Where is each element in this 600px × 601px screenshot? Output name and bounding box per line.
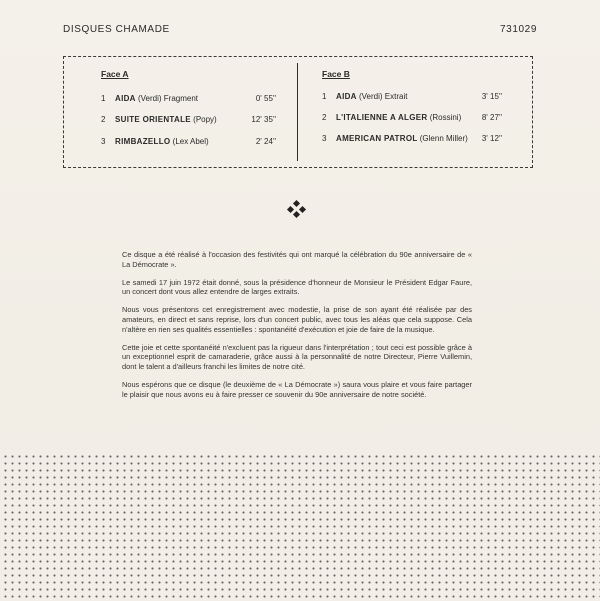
catalog-number: 731029: [500, 24, 537, 35]
side-a-title: Face A: [101, 69, 129, 79]
column-divider: [297, 63, 298, 161]
track-duration: 8' 27'': [481, 113, 502, 122]
track-duration: 3' 15'': [481, 92, 502, 101]
track-duration: 0' 55'': [255, 94, 276, 103]
track-number: 2: [322, 113, 327, 122]
track-duration: 2' 24'': [255, 137, 276, 146]
label-brand: DISQUES CHAMADE: [63, 24, 170, 35]
track-detail: (Verdi) Extrait: [359, 92, 408, 101]
liner-paragraph: Nous vous présentons cet enregistrement avec modestie, la prise de son ayant été réalisée par des amateurs, en direct et sans reprise, lors d'un concert public, avec tous les aléas que cela suppose. Cela n'altère en rien ses qualités essentielles : spontanéité d'exécution et joie de faire de la musique.: [122, 305, 472, 334]
side-b-title: Face B: [322, 69, 350, 79]
track-title: AIDA: [336, 92, 357, 101]
liner-paragraph: Nous espérons que ce disque (le deuxième de « La Démocrate ») saura vous plaire et vous faire partager le plaisir que nous avons eu à faire presser ce souvenir du 90e anniversaire de notre société.: [122, 379, 472, 399]
liner-paragraph: Cette joie et cette spontanéité n'excluent pas la rigueur dans l'interprétation ; tout ceci est possible grâce à un exceptionnel esprit de camaraderie, grâce aussi à la personnalité de notre Directeur, Pierre Vuillemin, dont le talent a d'ailleurs franchi les limites de notre cité.: [122, 342, 472, 371]
track-detail: (Rossini): [429, 113, 462, 122]
track-detail: (Popy): [193, 115, 217, 124]
track-detail: (Verdi) Fragment: [138, 94, 199, 103]
track-name: [336, 92, 407, 101]
track-detail: (Lex Abel): [172, 137, 209, 146]
track-number: 2: [101, 115, 106, 124]
track-number: 3: [101, 137, 106, 146]
track-title: L'ITALIENNE A ALGER: [336, 113, 428, 122]
track-detail: (Glenn Miller): [419, 134, 468, 143]
liner-paragraph: Ce disque a été réalisé à l'occasion des festivités qui ont marqué la célébration du 90e anniversaire de « La Démocrate ».: [122, 250, 472, 269]
track-name: [115, 94, 198, 103]
liner-paragraph: Le samedi 17 juin 1972 était donné, sous la présidence d'honneur de Monsieur le Président Edgar Faure, un concert dont vous allez entendre de larges extraits.: [122, 277, 472, 297]
track-name: [336, 134, 468, 143]
track-title: AMERICAN PATROL: [336, 134, 418, 143]
track-name: [115, 115, 217, 124]
track-title: AIDA: [115, 94, 136, 103]
track-title: SUITE ORIENTALE: [115, 115, 191, 124]
track-name: [115, 137, 209, 146]
diamond-ornament-icon: [286, 200, 308, 218]
halftone-dot-pattern: [0, 451, 600, 601]
track-duration: 12' 35'': [251, 115, 276, 124]
track-duration: 3' 12'': [481, 134, 502, 143]
track-name: [336, 113, 461, 122]
liner-notes: [122, 250, 472, 408]
tracklist-box: [63, 56, 533, 168]
track-title: RIMBAZELLO: [115, 137, 171, 146]
track-number: 1: [101, 94, 106, 103]
track-number: 1: [322, 92, 327, 101]
track-number: 3: [322, 134, 327, 143]
